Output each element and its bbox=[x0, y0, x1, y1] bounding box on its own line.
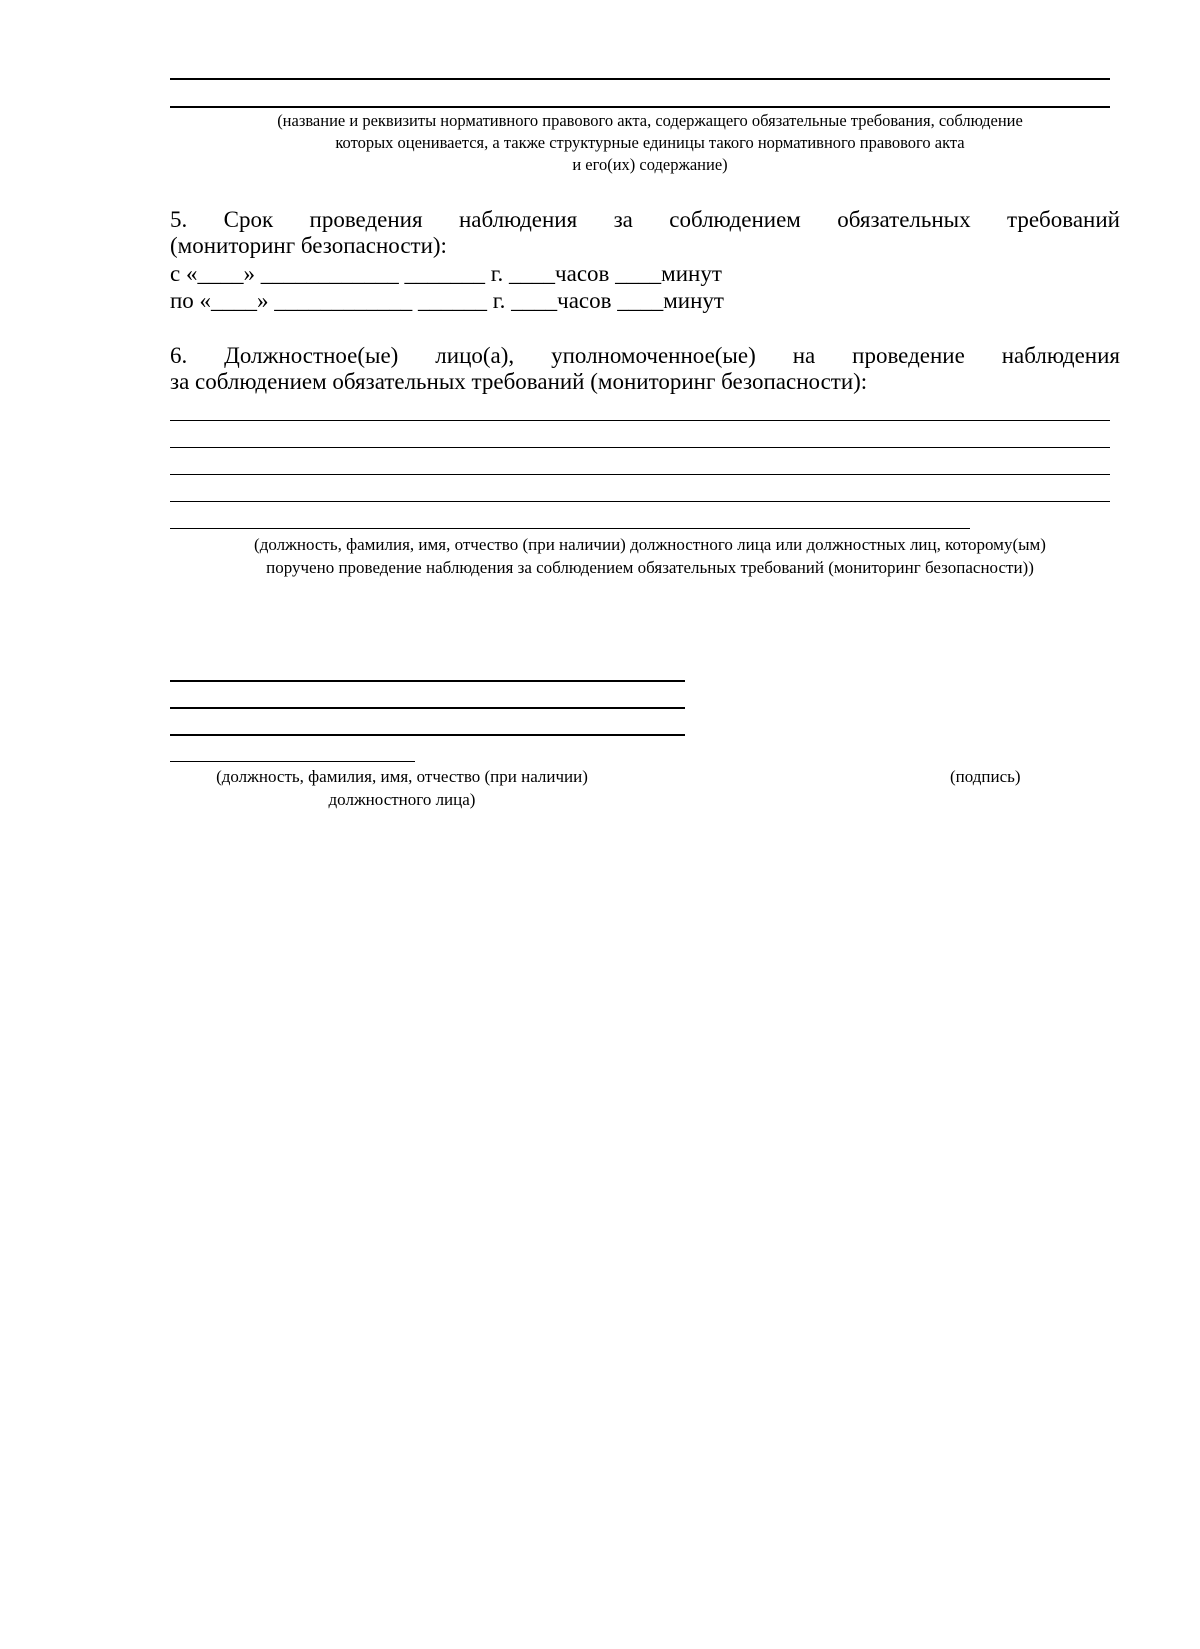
item5-word: Срок bbox=[223, 207, 274, 232]
act-line-2 bbox=[170, 106, 1110, 108]
item6-word: 6. bbox=[170, 343, 188, 368]
signature-right-caption: (подпись) bbox=[950, 767, 1021, 786]
item5-word: 5. bbox=[170, 207, 188, 232]
officials-line-5[interactable] bbox=[170, 528, 970, 529]
act-caption bbox=[170, 110, 1130, 176]
item5-to-line[interactable]: по «____» ____________ ______ г. ____часов ____минут bbox=[170, 288, 724, 313]
officials-line-3[interactable] bbox=[170, 474, 1110, 475]
item6-word: уполномоченное(ые) bbox=[551, 343, 756, 368]
signature-left-caption bbox=[172, 765, 632, 811]
item6-heading bbox=[170, 343, 1120, 395]
item5-word: наблюдения bbox=[458, 207, 578, 232]
officials-line-2[interactable] bbox=[170, 447, 1110, 448]
signature-name-line-3[interactable] bbox=[170, 734, 685, 736]
signature-left-caption-line-2: должностного лица) bbox=[328, 790, 476, 809]
item5-line-1 bbox=[170, 207, 1120, 233]
item5-from-line[interactable]: с «____» ____________ _______ г. ____часов ____минут bbox=[170, 261, 722, 286]
item6-word: на bbox=[792, 343, 816, 368]
item6-word: проведение bbox=[852, 343, 965, 368]
item6-line-2: за соблюдением обязательных требований (мониторинг безопасности): bbox=[170, 369, 868, 394]
signature-name-line-4[interactable] bbox=[170, 761, 415, 762]
act-caption-line-2: которых оценивается, а также структурные единицы такого нормативного правового акта bbox=[335, 133, 965, 152]
officials-line-1[interactable] bbox=[170, 420, 1110, 421]
item5-word: проведения bbox=[309, 207, 423, 232]
officials-caption-line-2: поручено проведение наблюдения за соблюдением обязательных требований (мониторинг безопасности)) bbox=[266, 558, 1034, 577]
item5-line-2: (мониторинг безопасности): bbox=[170, 233, 447, 258]
item5-word: обязательных bbox=[837, 207, 971, 232]
officials-line-4[interactable] bbox=[170, 501, 1110, 502]
item6-word: Должностное(ые) bbox=[224, 343, 399, 368]
signature-name-line-2[interactable] bbox=[170, 707, 685, 709]
item5-word: соблюдением bbox=[669, 207, 801, 232]
item5-heading bbox=[170, 207, 1120, 259]
act-caption-line-1: (название и реквизиты нормативного правового акта, содержащего обязательные требования, соблюдение bbox=[277, 111, 1023, 130]
act-line-1 bbox=[170, 78, 1110, 80]
item5-word: требований bbox=[1007, 207, 1120, 232]
item5-word: за bbox=[613, 207, 633, 232]
officials-caption-line-1: (должность, фамилия, имя, отчество (при наличии) должностного лица или должностных лиц, которому(ым) bbox=[254, 535, 1046, 554]
officials-caption bbox=[170, 533, 1130, 579]
item6-line-1 bbox=[170, 343, 1120, 369]
item6-word: лицо(а), bbox=[435, 343, 515, 368]
item6-word: наблюдения bbox=[1001, 343, 1120, 368]
signature-left-caption-line-1: (должность, фамилия, имя, отчество (при наличии) bbox=[216, 767, 588, 786]
signature-name-line-1[interactable] bbox=[170, 680, 685, 682]
act-caption-line-3: и его(их) содержание) bbox=[572, 155, 728, 174]
